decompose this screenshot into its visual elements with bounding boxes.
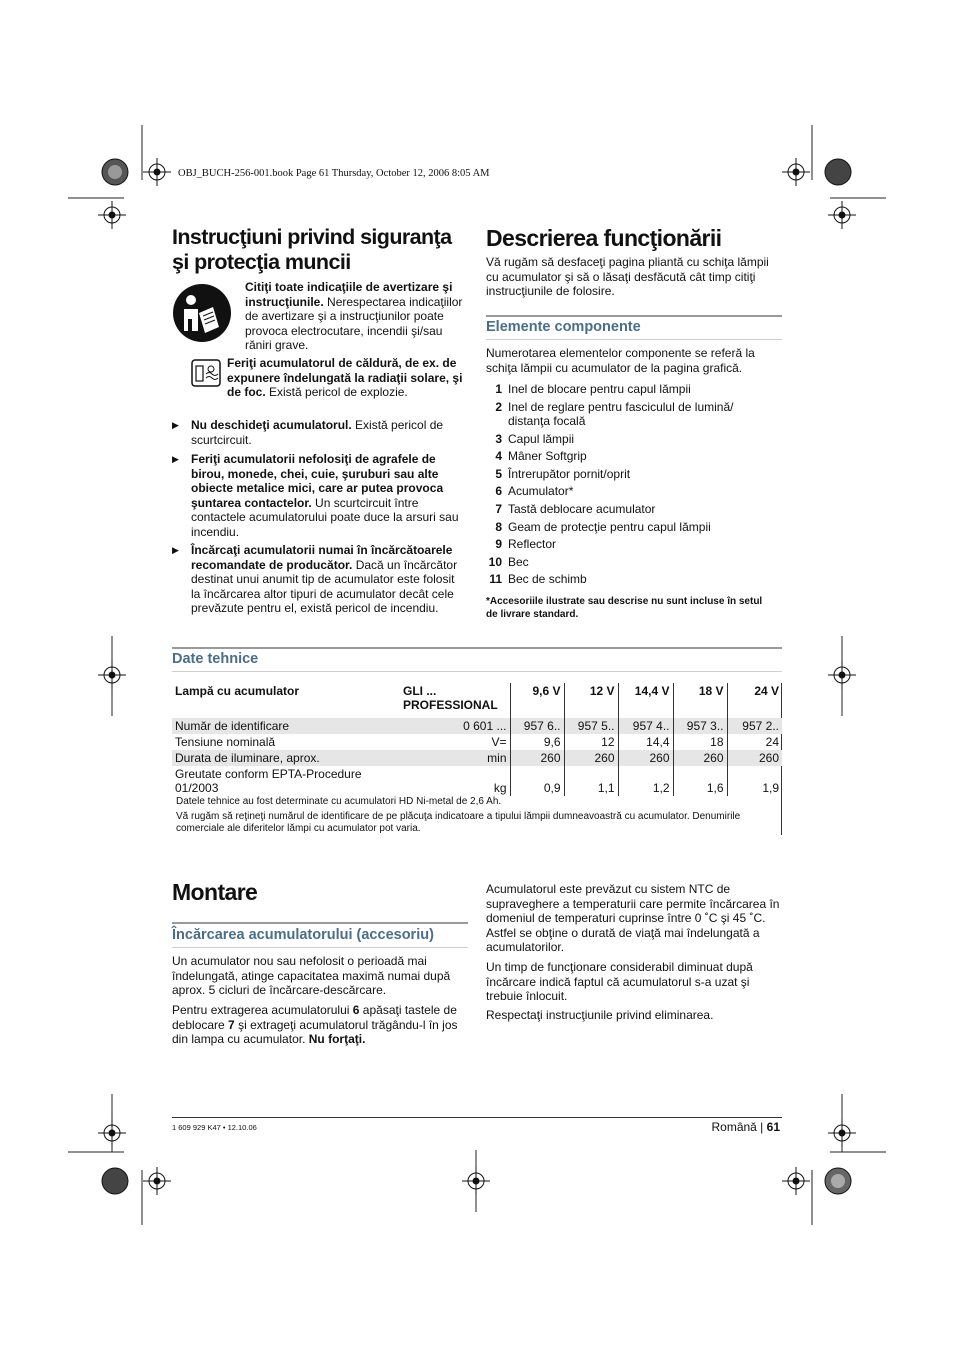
p2-ref: 7	[228, 1017, 235, 1032]
table-cell: 14,4	[618, 734, 673, 750]
p2-text: şi extrageţi acumulatorul trăgându-l în jos din lampa cu acumulator.	[172, 1017, 458, 1047]
safety-title	[172, 225, 472, 275]
list-item: 9 Reflector	[495, 537, 557, 552]
footer-language: Română |	[711, 1120, 767, 1134]
table-cell: 260	[564, 750, 618, 766]
footer-page	[640, 1120, 780, 1134]
table-header-cell: 18 V	[673, 683, 727, 718]
components-intro: Numerotarea elementelor componente se referă la schiţa lămpii cu acumulator de la pagina grafică.	[486, 346, 755, 375]
safety-title-line2: şi protecţia muncii	[172, 250, 351, 274]
list-item: 11 Bec de schimb	[489, 572, 587, 587]
table-header-cell: 24 V	[727, 683, 782, 718]
description-intro: Vă rugăm să desfaceţi pagina pliantă cu schiţa lămpii cu acumulator şi să o lăsaţi desfăcută cât timp citiţi instrucţiunile de folosire.	[486, 255, 769, 299]
accessory-footnote: *Accesoriile ilustrate sau descrise nu sunt incluse în setul de livrare standard.	[486, 596, 763, 620]
list-item: 5 Întrerupător pornit/oprit	[495, 466, 631, 481]
bullet-bold: Feriţi acumulatorii nefolosiţi de agrafele de birou, monede, chei, cuie, şuruburi sau alte obiecte metalice mici, care ar putea provoca şuntarea contactelor.	[191, 452, 444, 510]
bullet-triangle-icon: ▶	[172, 420, 179, 430]
table-cell: 1,1	[564, 766, 618, 796]
charging-paragraph-1: Un acumulator nou sau nefolosit o perioadă mai îndelungată, atinge capacitatea maximă numai după aprox. 5 cicluri de încărcare-descărcare.	[172, 954, 451, 998]
read-manual-icon	[172, 283, 232, 343]
table-header-row	[172, 683, 782, 718]
warning2-bold: Feriţi acumulatorul de căldură, de ex. de expunere îndelungată la radiaţii solare, şi de foc.	[227, 356, 463, 400]
list-item: 6 Acumulator*	[495, 484, 574, 499]
table-cell: Greutate conform EPTA-Procedure 01/2003	[175, 767, 362, 795]
montare-title: Montare	[172, 879, 258, 905]
p2-text: apăsaţi tastele de deblocare	[172, 1003, 457, 1032]
section-rule	[486, 339, 782, 340]
footer-code: 1 609 929 K47 • 12.10.06	[172, 1123, 257, 1132]
table-row	[172, 718, 782, 734]
section-rule	[172, 671, 782, 672]
page-number: 61	[766, 1120, 780, 1134]
list-item: 3 Capul lămpii	[495, 431, 575, 446]
table-cell: kg	[493, 781, 507, 795]
list-item: 1 Inel de blocare pentru capul lămpii	[495, 382, 691, 396]
p2-emphasis: Nu forţaţi.	[308, 1032, 366, 1047]
table-cell: 260	[510, 750, 564, 766]
table-row	[172, 766, 782, 796]
warning1-bold: Citiţi toate indicaţiile de avertizare şi instrucţiunile.	[245, 280, 453, 309]
book-info-line: OBJ_BUCH-256-001.book Page 61 Thursday, October 12, 2006 8:05 AM	[178, 168, 490, 179]
table-cell: V=	[491, 735, 507, 749]
table-cell: 24	[727, 734, 782, 750]
table-row	[172, 750, 782, 766]
table-cell: Tensiune nominală	[175, 735, 276, 749]
list-item: 2 Inel de reglare pentru fasciculul de lumină/ distanţa focală	[495, 399, 734, 429]
section-rule	[172, 647, 782, 649]
tech-heading: Date tehnice	[172, 651, 259, 667]
warning2-text: Există pericol de explozie.	[265, 385, 408, 400]
table-cell: Durata de iluminare, aprox.	[172, 750, 400, 766]
table-cell: 957 3..	[673, 718, 727, 734]
warning-read-instructions	[245, 280, 467, 353]
table-cell: 0 601 ...	[400, 718, 510, 734]
bullet-text: Dacă un încărcător destinat unui anumit tip de acumulator este folosit la încărcarea altor tipuri de acumulator decât cele prevăzute pentru el, există pericol de incendiu.	[191, 557, 458, 616]
table-cell: 9,6	[510, 734, 564, 750]
table-cell: 260	[618, 750, 673, 766]
bullet-bold: Încărcaţi acumulatorii numai în încărcătoarele recomandate de producător.	[191, 543, 453, 572]
bullet-text: Există pericol de scurtcircuit.	[191, 418, 444, 447]
p2-ref: 6	[352, 1003, 360, 1017]
charging-paragraph-2	[172, 1003, 468, 1047]
description-title: Descrierea funcţionării	[486, 225, 722, 251]
section-rule	[172, 922, 468, 924]
table-cell: 1,2	[618, 766, 673, 796]
safety-title-line1: Instrucţiuni privind siguranţa	[172, 225, 452, 249]
tech-table	[172, 683, 782, 796]
disposal-paragraph: Respectaţi instrucţiunile privind eliminarea.	[486, 1008, 714, 1022]
warning-heat	[227, 356, 467, 400]
ntc-paragraph: Acumulatorul este prevăzut cu sistem NTC de supraveghere a temperaturii care permite încărcarea în domeniul de temperaturi cuprinse între 0 ˚C şi 45 ˚C. Astfel se obţine o durată de viaţă mai îndelungată a acumulatorilor.	[486, 882, 780, 955]
table-cell: 260	[673, 750, 727, 766]
footer-rule	[172, 1117, 782, 1118]
section-rule	[172, 947, 468, 948]
section-rule	[486, 315, 782, 317]
table-header-cell: 9,6 V	[510, 683, 564, 718]
tech-note-2: Vă rugăm să reţineţi numărul de identificare de pe plăcuţa indicatoare a tipului lămpii dumneavoastră cu acumulator. Denumirile comerciale ale diferitelor lămpi cu acumulator pot varia.	[176, 811, 741, 834]
tech-note-1: Datele tehnice au fost determinate cu acumulatori HD Ni-metal de 2,6 Ah.	[176, 796, 502, 807]
charging-heading: Încărcarea acumulatorului (accesoriu)	[172, 927, 434, 943]
bullet-bold: Nu deschideţi acumulatorul.	[191, 418, 352, 432]
table-cell: Număr de identificare	[172, 718, 400, 734]
table-row	[172, 734, 782, 750]
p2-text: Pentru extragerea acumulatorului	[172, 1003, 353, 1017]
table-cell: 0,9	[510, 766, 564, 796]
warning1-text: Nerespectarea indicaţiilor de avertizare şi a instrucţiunilor poate provoca electrocutare, incendii şi/sau răniri grave.	[245, 294, 463, 353]
heat-warning-icon	[191, 359, 221, 387]
list-item: 8 Geam de protecţie pentru capul lămpii	[495, 519, 711, 534]
components-heading: Elemente componente	[486, 319, 641, 335]
bullet-triangle-icon: ▶	[172, 454, 179, 464]
list-item: 10 Bec	[488, 554, 529, 569]
safety-bullet	[172, 543, 462, 616]
table-header-cell: 12 V	[564, 683, 618, 718]
table-header-cell: GLI ... PROFESSIONAL	[403, 684, 498, 712]
wear-paragraph: Un timp de funcţionare considerabil diminuat după încărcare indică faptul că acumulatorul s-a uzat şi trebuie înlocuit.	[486, 960, 753, 1004]
list-item: 7 Tastă deblocare acumulator	[495, 501, 656, 516]
table-cell: 12	[564, 734, 618, 750]
table-cell: 957 4..	[618, 718, 673, 734]
list-item: 4 Mâner Softgrip	[495, 449, 587, 464]
bullet-text: Un scurtcircuit între contactele acumulatorului poate duce la arsuri sau incendiu.	[191, 495, 459, 539]
table-header-cell: 14,4 V	[618, 683, 673, 718]
safety-bullet	[172, 452, 462, 540]
safety-bullet	[172, 418, 462, 447]
table-cell: 260	[727, 750, 782, 766]
table-cell: 957 5..	[564, 718, 618, 734]
components-list	[486, 382, 786, 590]
table-cell: 1,9	[727, 766, 782, 796]
table-cell: 1,6	[673, 766, 727, 796]
table-cell: 18	[673, 734, 727, 750]
table-cell: 957 2..	[727, 718, 782, 734]
table-cell: min	[400, 750, 510, 766]
table-cell: 957 6..	[510, 718, 564, 734]
table-header-cell: Lampă cu acumulator	[175, 684, 300, 698]
bullet-triangle-icon: ▶	[172, 545, 179, 555]
